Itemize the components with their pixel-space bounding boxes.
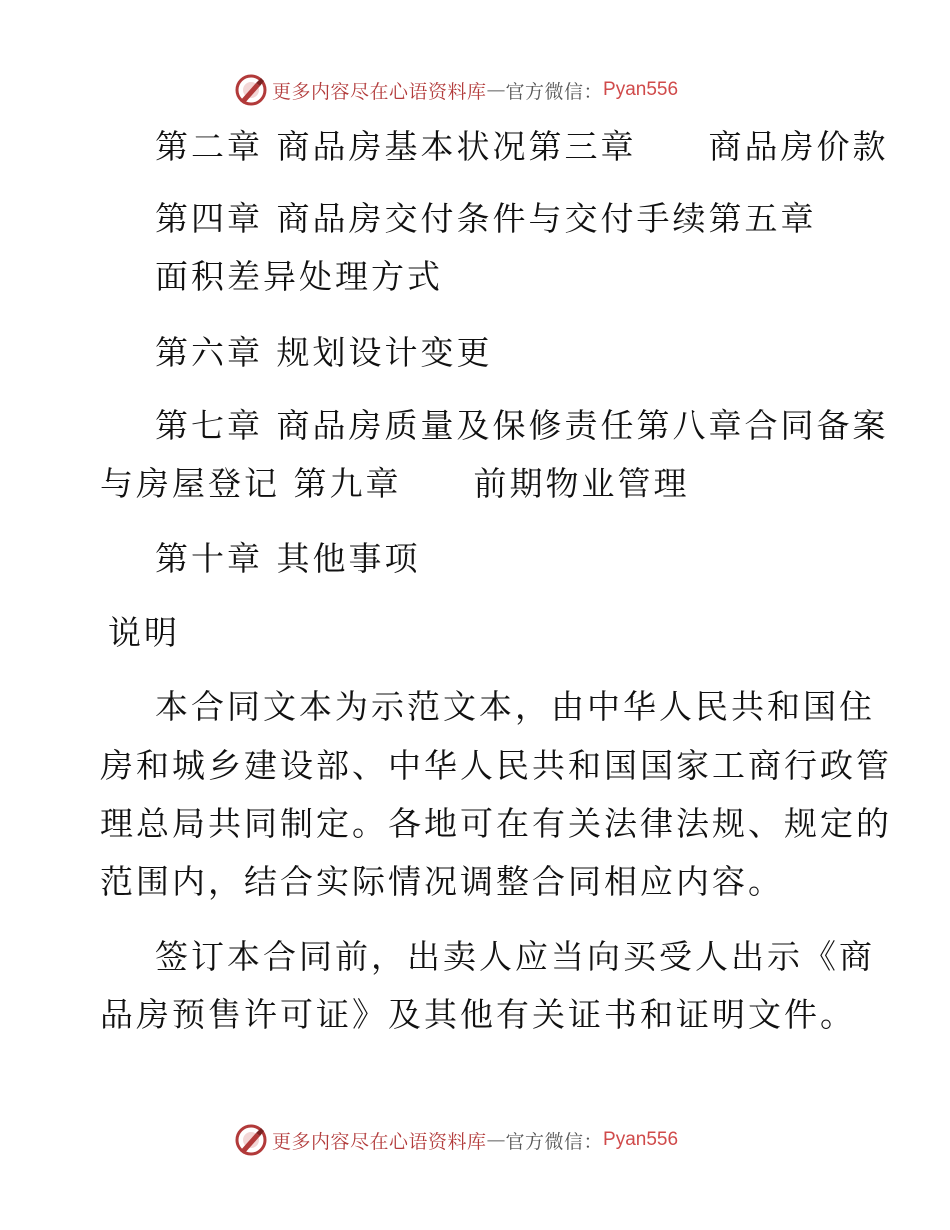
- section-heading: 说明: [108, 613, 180, 652]
- paragraph-line: 范围内，结合实际情况调整合同相应内容。: [100, 862, 784, 901]
- toc-line: 第二章 商品房基本状况第三章 商品房价款: [155, 127, 889, 166]
- watermark-wechat-id: Pyan556: [603, 79, 679, 100]
- footer-watermark: [234, 1123, 678, 1157]
- watermark-wechat-label: 官方微信：: [505, 1130, 604, 1153]
- watermark-main-text: 更多内容尽在心语资料库: [272, 80, 487, 103]
- toc-line: 第七章 商品房质量及保修责任第八章合同备案: [155, 406, 889, 445]
- pen-logo-icon: [234, 1123, 268, 1157]
- watermark-main-text: 更多内容尽在心语资料库: [272, 1130, 487, 1153]
- toc-line: 与房屋登记 第九章 前期物业管理: [100, 464, 690, 503]
- toc-line: 第四章 商品房交付条件与交付手续第五章: [155, 199, 817, 238]
- toc-line: 第十章 其他事项: [155, 539, 421, 578]
- paragraph-line: 理总局共同制定。各地可在有关法律法规、规定的: [100, 804, 892, 843]
- paragraph-line: 本合同文本为示范文本，由中华人民共和国住: [155, 687, 875, 726]
- header-watermark: [234, 73, 678, 107]
- watermark-wechat-label: 官方微信：: [505, 80, 604, 103]
- watermark-wechat-id: Pyan556: [603, 1129, 679, 1150]
- toc-line: 面积差异处理方式: [155, 257, 443, 296]
- toc-line: 第六章 规划设计变更: [155, 333, 493, 372]
- paragraph-line: 签订本合同前，出卖人应当向买受人出示《商: [155, 937, 875, 976]
- watermark-separator: —: [486, 79, 506, 101]
- paragraph-line: 品房预售许可证》及其他有关证书和证明文件。: [100, 995, 856, 1034]
- paragraph-line: 房和城乡建设部、中华人民共和国国家工商行政管: [100, 746, 892, 785]
- watermark-separator: —: [486, 1129, 506, 1151]
- pen-logo-icon: [234, 73, 268, 107]
